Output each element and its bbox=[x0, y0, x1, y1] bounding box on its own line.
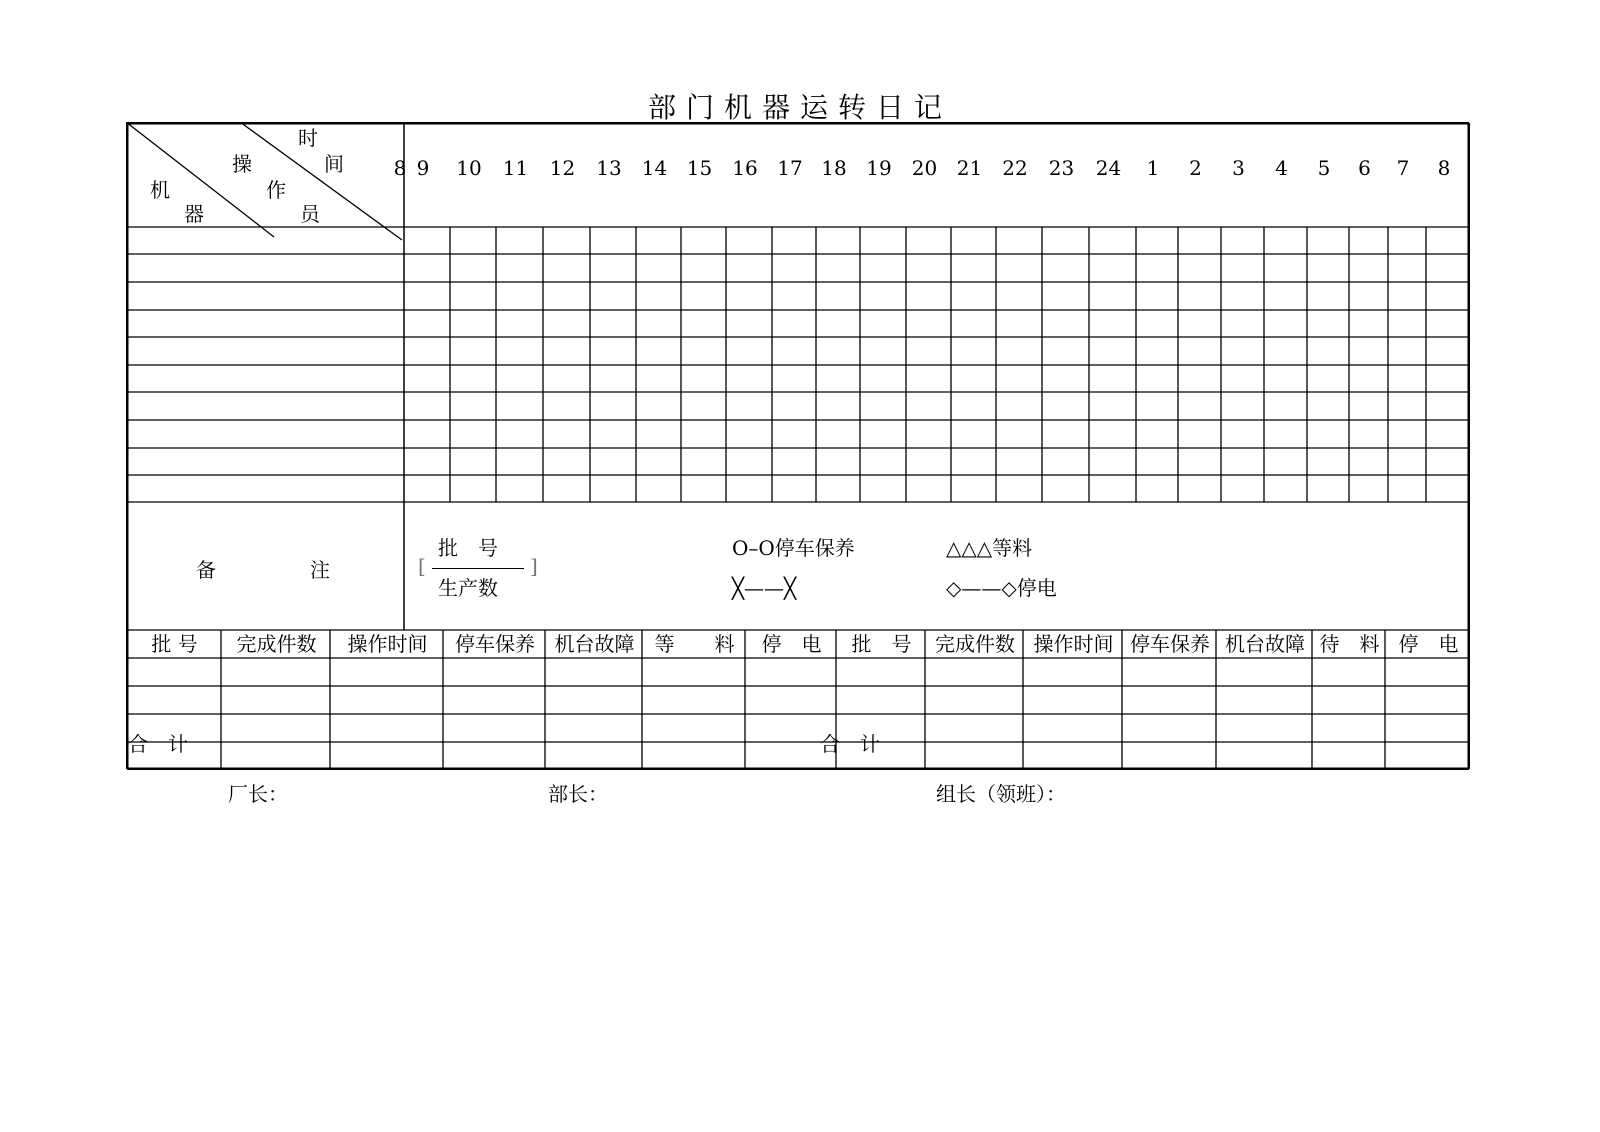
header-operator-3: 员 bbox=[300, 202, 320, 226]
hour-label-17: 1 bbox=[1146, 156, 1160, 180]
summary-header-12: 待 料 bbox=[1319, 632, 1380, 656]
summary-header-2: 操作时间 bbox=[347, 632, 428, 656]
hour-label-6: 14 bbox=[641, 156, 668, 180]
hour-label-1: 9 bbox=[416, 156, 430, 180]
header-machine-2: 器 bbox=[184, 202, 204, 226]
bracket-right: ] bbox=[530, 554, 538, 578]
legend-power: ◇——◇停电 bbox=[946, 576, 1057, 600]
dept-head-signature: 部长： bbox=[548, 782, 608, 806]
hour-label-18: 2 bbox=[1189, 156, 1202, 180]
header-machine-1: 机 bbox=[150, 178, 170, 202]
hour-label-23: 7 bbox=[1396, 156, 1410, 180]
legend-fault: ╳——╳ bbox=[732, 576, 797, 600]
summary-header-1: 完成件数 bbox=[236, 632, 317, 656]
hour-label-9: 17 bbox=[777, 156, 803, 180]
hour-label-11: 19 bbox=[866, 156, 892, 180]
header-time-2: 间 bbox=[324, 152, 344, 176]
legend-output: 生产数 bbox=[438, 576, 498, 600]
summary-header-0: 批 号 bbox=[151, 632, 198, 656]
legend-batch: 批 号 bbox=[438, 536, 498, 560]
summary-header-6: 停 电 bbox=[761, 632, 822, 656]
header-operator-1: 操 bbox=[232, 152, 252, 176]
bracket-left: [ bbox=[418, 554, 426, 578]
fraction-line bbox=[432, 568, 524, 569]
summary-header-5: 等 料 bbox=[654, 632, 735, 656]
hour-label-22: 6 bbox=[1358, 156, 1371, 180]
remarks-label-1: 备 bbox=[196, 558, 216, 582]
hour-label-10: 18 bbox=[821, 156, 847, 180]
hour-label-20: 4 bbox=[1275, 156, 1288, 180]
header-operator-2: 作 bbox=[266, 178, 286, 202]
total-label-right: 合 计 bbox=[820, 732, 880, 756]
hour-label-16: 24 bbox=[1095, 156, 1122, 180]
summary-header-7: 批 号 bbox=[851, 632, 912, 656]
hour-label-19: 3 bbox=[1232, 156, 1245, 180]
summary-header-11: 机台故障 bbox=[1225, 632, 1305, 656]
total-label-left: 合 计 bbox=[128, 732, 188, 756]
hour-label-7: 15 bbox=[686, 156, 713, 180]
machine-log-sheet bbox=[126, 122, 1470, 770]
legend-maintenance: O–O停车保养 bbox=[732, 536, 855, 560]
hour-label-3: 11 bbox=[502, 156, 529, 180]
summary-header-8: 完成件数 bbox=[935, 632, 1015, 656]
hour-label-2: 10 bbox=[456, 156, 482, 180]
hour-label-13: 21 bbox=[956, 156, 983, 180]
hour-label-14: 22 bbox=[1002, 156, 1028, 180]
hour-label-0: 8 bbox=[393, 156, 407, 180]
factory-head-signature: 厂长： bbox=[228, 782, 288, 806]
header-diagonal-2 bbox=[240, 122, 402, 240]
header-time-1: 时 bbox=[298, 126, 318, 150]
hour-label-5: 13 bbox=[596, 156, 622, 180]
remarks-label-2: 注 bbox=[310, 558, 330, 582]
team-leader-signature: 组长（领班）： bbox=[936, 782, 1066, 806]
hour-label-21: 5 bbox=[1317, 156, 1331, 180]
summary-header-4: 机台故障 bbox=[554, 632, 635, 656]
hour-label-8: 16 bbox=[732, 156, 758, 180]
summary-header-10: 停车保养 bbox=[1130, 632, 1210, 656]
page-title: 部门机器运转日记 bbox=[647, 91, 952, 124]
summary-header-3: 停车保养 bbox=[455, 632, 535, 656]
summary-header-13: 停 电 bbox=[1398, 632, 1459, 656]
summary-header-9: 操作时间 bbox=[1033, 632, 1114, 656]
hour-label-24: 8 bbox=[1437, 156, 1451, 180]
hour-label-12: 20 bbox=[911, 156, 938, 180]
legend-waiting: △△△等料 bbox=[946, 536, 1033, 560]
hour-label-4: 12 bbox=[549, 156, 576, 180]
table-grid bbox=[126, 122, 1470, 770]
hour-label-15: 23 bbox=[1048, 156, 1075, 180]
